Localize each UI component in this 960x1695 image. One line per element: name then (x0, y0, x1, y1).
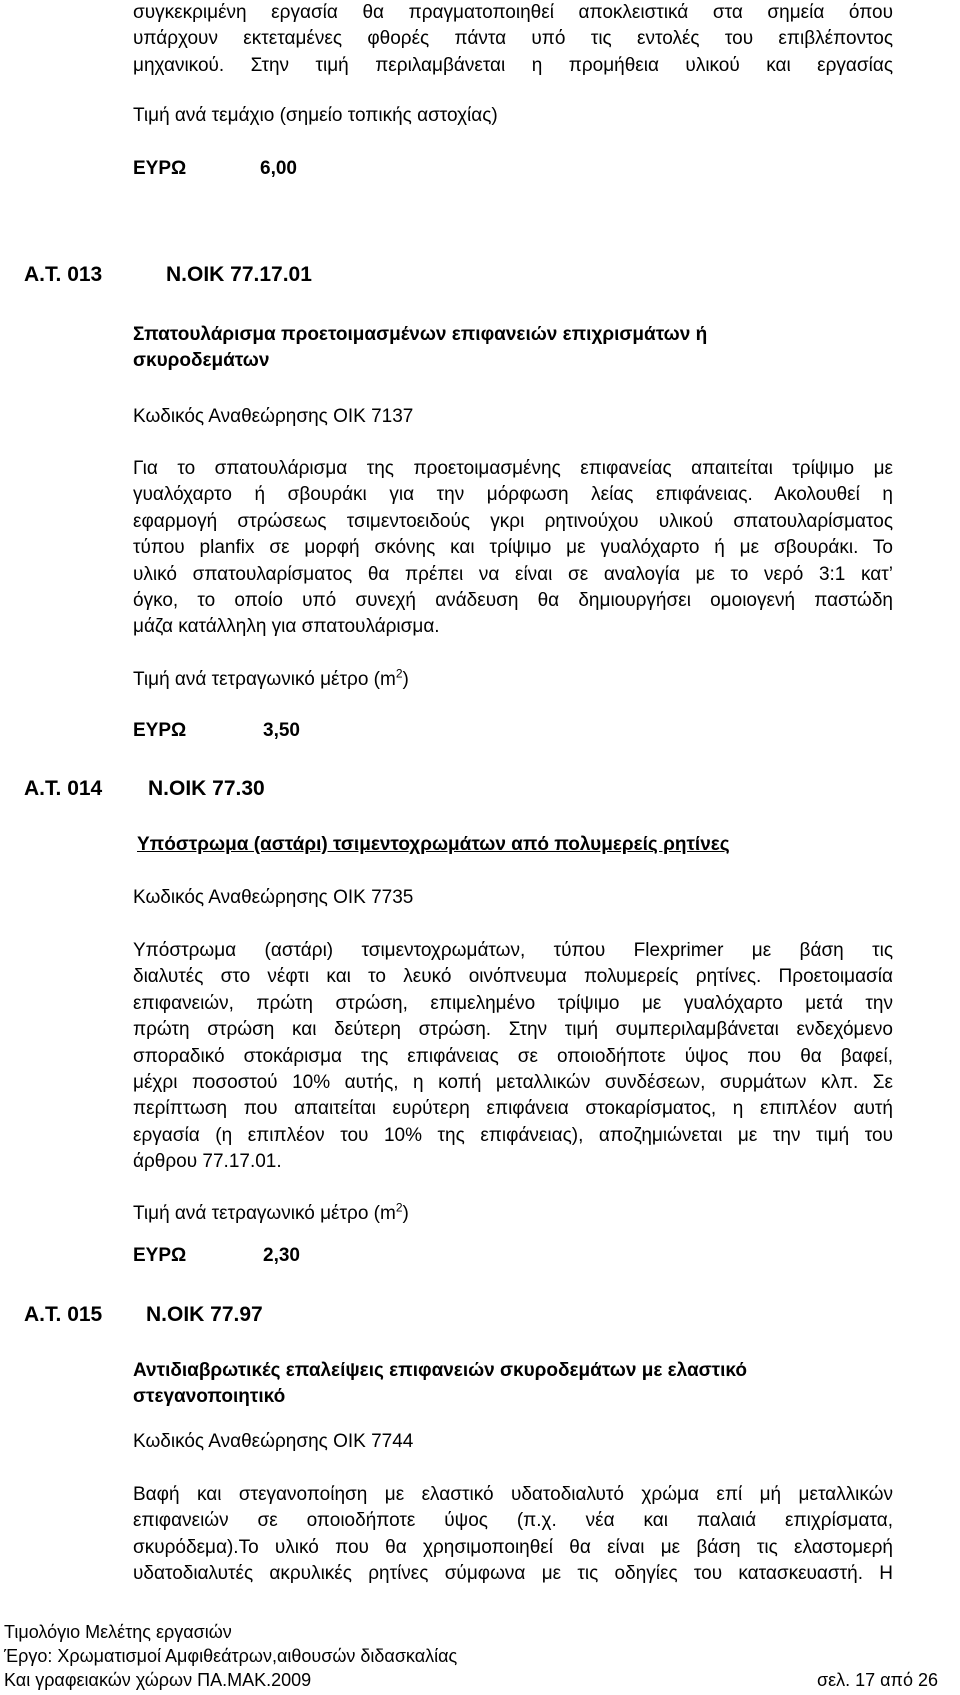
intro-currency: ΕΥΡΩ (133, 158, 187, 179)
description-line: σποραδικό στοκάρισμα της επιφάνειας σε οποιοδήποτε ύψος που θα βαφεί, (133, 1045, 893, 1067)
footer-line (0, 1644, 960, 1668)
article-number: Α.Τ. 013 (24, 263, 103, 286)
description-line: εφαρμογή στρώσεως τσιμεντοειδούς γκρι ρητινούχου υλικού σπατουλαρίσματος (133, 510, 893, 532)
article-title-line: στεγανοποιητικό (133, 1386, 286, 1407)
article-code: Ν.ΟΙΚ 77.97 (146, 1303, 263, 1326)
description-line: σκυρόδεμα).Το υλικό που θα χρησιμοποιηθεί θα είναι με βάση τις ελαστομερή (133, 1536, 893, 1558)
intro-price-label: Τιμή ανά τεμάχιο (σημείο τοπικής αστοχίας) (133, 105, 498, 126)
footer-line (0, 1668, 960, 1692)
article-description (133, 1482, 893, 1588)
footer-project: Έργο: Χρωματισμοί Αμφιθεάτρων,αιθουσών διδασκαλίας (4, 1646, 458, 1666)
price-label: Τιμή ανά τετραγωνικό μέτρο $(m^2)$ (133, 666, 409, 690)
description-line: διαλυτές στο νέφτι και το λευκό οινόπνευμα πολυμερείς ρητίνες. Προετοιμασία (133, 966, 893, 988)
price-currency: ΕΥΡΩ (133, 1245, 187, 1266)
footer-project-cont: Και γραφειακών χώρων ΠΑ.ΜΑΚ.2009 (4, 1670, 312, 1690)
description-line: μέχρι ποσοστού 10% αυτής, η κοπή μεταλλικών συνδέσεων, συρμάτων κλπ. Σε (133, 1072, 893, 1094)
description-line: τύπου planfix σε μορφή σκόνης και τρίψιμο με γυαλόχαρτο ή με σβουράκι. Το (133, 537, 893, 559)
page-number: σελ. 17 από 26 (816, 1670, 938, 1690)
article-title-line: Σπατουλάρισμα προετοιμασμένων επιφανειών επιχρισμάτων ή (133, 324, 708, 345)
description-line: περίπτωση που απαιτείται ευρύτερη επιφάνεια στοκαρίσματος, η επιπλέον αυτή (133, 1098, 893, 1120)
description-line: Υπόστρωμα (αστάρι) τσιμεντοχρωμάτων, τύπου Flexprimer με βάση τις (133, 940, 893, 961)
article-description (133, 456, 893, 641)
article-code: Ν.ΟΙΚ 77.30 (148, 777, 265, 800)
description-line: επιφανειών σε οποιοδήποτε ύψος (π.χ. νέα και παλαιά επιχρίσματα, (133, 1510, 893, 1532)
revision-code: Κωδικός Αναθεώρησης ΟΙΚ 7735 (133, 887, 414, 908)
description-line: υδατοδιαλυτές ακρυλικές ρητίνες σύμφωνα με τις οδηγίες του κατασκευαστή. Η (133, 1563, 893, 1585)
price-label: Τιμή ανά τετραγωνικό μέτρο $(m^2)$ (133, 1200, 409, 1224)
description-line: πρώτη στρώση και δεύτερη στρώση. Στην τιμή συμπεριλαμβάνεται ενδεχόμενο (133, 1019, 893, 1041)
description-line: Βαφή και στεγανοποίηση με ελαστικό υδατοδιαλυτό χρώμα επί μή μεταλλικών (133, 1484, 893, 1505)
description-line: μάζα κατάλληλη για σπατουλάρισμα. (133, 616, 440, 638)
page-footer (0, 1620, 960, 1692)
intro-line: υπάρχουν εκτεταμένες φθορές πάντα υπό τις εντολές του επιβλέποντος (133, 28, 893, 50)
article-title-line: σκυροδεμάτων (133, 350, 270, 371)
revision-code: Κωδικός Αναθεώρησης ΟΙΚ 7137 (133, 406, 414, 427)
article-code: Ν.ΟΙΚ 77.17.01 (166, 263, 312, 286)
article-title (137, 832, 897, 858)
description-line: Για το σπατουλάρισμα της προετοιμασμένης επιφανείας απαιτείται τρίψιμο με (133, 458, 893, 479)
price-value: 3,50 (263, 720, 300, 741)
intro-line: συγκεκριμένη εργασία θα πραγματοποιηθεί αποκλειστικά στα σημεία όπου (133, 2, 893, 23)
description-line: όγκο, το οποίο υπό συνεχή ανάδευση θα δημιουργήσει ομοιογενή παστώδη (133, 590, 893, 612)
price-value: 2,30 (263, 1245, 300, 1266)
price-currency: ΕΥΡΩ (133, 720, 187, 741)
article-title (133, 1358, 893, 1410)
intro-price: 6,00 (260, 158, 297, 179)
description-line: υλικό σπατουλαρίσματος θα πρέπει να είναι σε αναλογία με το νερό 3:1 κατ’ (133, 563, 893, 585)
article-number: Α.Τ. 015 (24, 1303, 103, 1326)
description-line: άρθρου 77.17.01. (133, 1151, 282, 1173)
article-title-line: Υπόστρωμα (αστάρι) τσιμεντοχρωμάτων από πολυμερείς ρητίνες (137, 834, 730, 855)
article-number: Α.Τ. 014 (24, 777, 103, 800)
footer-line (0, 1620, 960, 1644)
article-title (133, 322, 893, 374)
article-title-line: Αντιδιαβρωτικές επαλείψεις επιφανειών σκυροδεμάτων με ελαστικό (133, 1360, 747, 1381)
description-line: επιφανειών, πρώτη στρώση, επιμελημένο τρίψιμο με γυαλόχαρτο μετά την (133, 992, 893, 1014)
description-line: γυαλόχαρτο ή σβουράκι για την μόρφωση λείας επιφάνειας. Ακολουθεί η (133, 484, 893, 506)
intro-paragraph (133, 0, 893, 79)
description-line: εργασία (η επιπλέον του 10% της επιφάνειας), αποζημιώνεται με την τιμή του (133, 1124, 893, 1146)
footer-doc-title: Τιμολόγιο Μελέτης εργασιών (4, 1622, 232, 1642)
article-description (133, 938, 893, 1176)
intro-line: μηχανικού. Στην τιμή περιλαμβάνεται η προμήθεια υλικού και εργασίας (133, 54, 893, 76)
revision-code: Κωδικός Αναθεώρησης ΟΙΚ 7744 (133, 1431, 414, 1452)
